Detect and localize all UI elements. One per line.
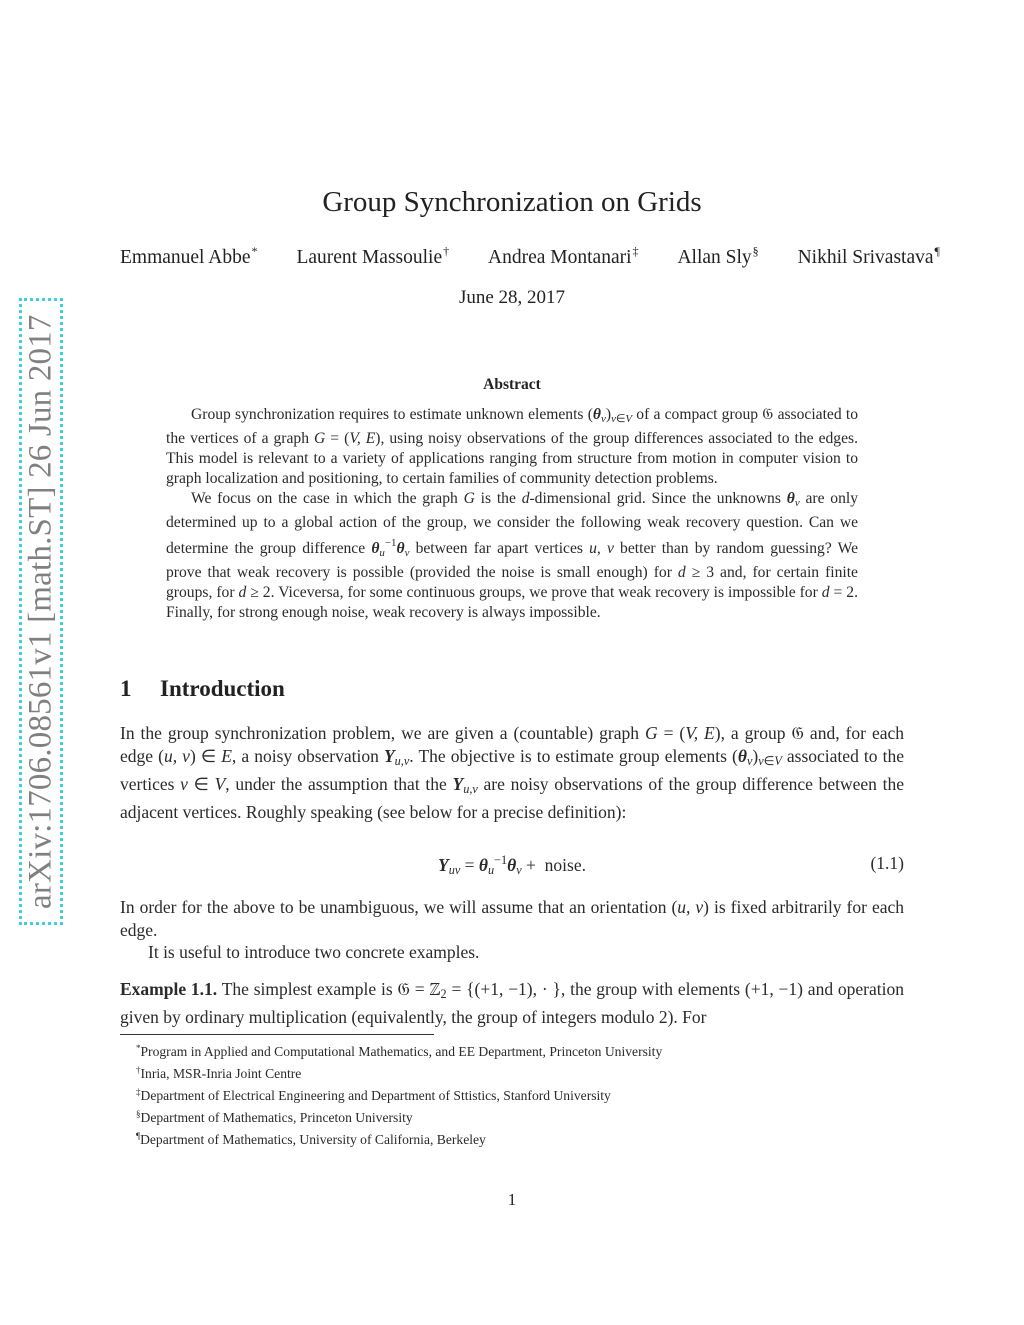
paper-date: June 28, 2017 [458,287,566,308]
abstract-paragraph: Group synchronization requires to estimate unknown elements $(\theta_v)_{v\in V}$ of a compact group 𝔊 associated to the vertices of a graph G = (V, E), using noisy observations of the group differences associated to the edges. This model is relevant to a variety of applications ranging from structure from motion in computer vision to graph localization and positioning, to certain families of community detection problems. [166,406,858,487]
equation-number: (1.1) [870,853,904,873]
author: Nikhil Srivastava¶ [797,244,940,268]
footnote: *Program in Applied and Computational Mathematics, and EE Department, Princeton University [136,1043,663,1059]
footnote-rule [120,1034,434,1035]
arxiv-stamp: arXiv:1706.08561v1 [math.ST] 26 Jun 2017 [22,314,59,910]
equation-1-1 [120,853,904,879]
author: Allan Sly§ [677,244,759,268]
footnote: †Inria, MSR-Inria Joint Centre [136,1065,302,1081]
example-paragraph: Example 1.1. The simplest example is 𝔊 = ℤ$_2$ = {(+1, −1), · }, the group with elements (+1, −1) and operation given by ordinary multiplication (equivalently, the group of integers modulo 2). For [120,979,904,1027]
footnote: ¶Department of Mathematics, University of California, Berkeley [136,1131,486,1147]
example-label: Example 1.1. [120,979,218,999]
body-paragraph: It is useful to introduce two concrete examples. [148,942,480,962]
author: Emmanuel Abbe* [120,244,258,268]
author: Laurent Massoulie† [296,244,450,268]
body-paragraph: In order for the above to be unambiguous, we will assume that an orientation (u, v) is fixed arbitrarily for each edge. [120,897,904,940]
equation-body: $Y_{uv} = \theta_u^{-1}\theta_v$ + noise. [437,853,586,877]
author: Andrea Montanari‡ [488,244,639,268]
abstract-paragraph: We focus on the case in which the graph G is the d-dimensional grid. Since the unknowns $\theta_v$ are only determined up to a global action of the group, we consider the following weak recovery question. Can we determine the group difference $\theta_u^{-1}\theta_v$ between far apart vertices u, v better than by random guessing? We prove that weak recovery is possible (provided the noise is small enough) for d ≥ 3 and, for certain finite groups, for d ≥ 2. Viceversa, for some continuous groups, we prove that weak recovery is impossible for d = 2. Finally, for strong enough noise, weak recovery is always impossible. [166,490,859,621]
footnotes [136,1039,916,1149]
footnote: ‡Department of Electrical Engineering and Department of Sttistics, Stanford University [136,1087,611,1103]
abstract-body [166,405,858,623]
author-list [120,244,940,269]
abstract-heading: Abstract [483,376,541,393]
page-number: 1 [507,1190,517,1209]
section-heading: 1 Introduction [120,676,285,701]
paper-title: Group Synchronization on Grids [322,186,702,218]
intro-paragraph: In the group synchronization problem, we are given a (countable) graph G = (V, E), a group 𝔊 and, for each edge (u, v) ∈ E, a noisy observation $Y_{u,v}$. The objective is to estimate group elements $(\theta_v)_{v\in V}$ associated to the vertices v ∈ V, under the assumption that the $Y_{u,v}$ are noisy observations of the group difference between the adjacent vertices. Roughly speaking (see below for a precise definition): [120,723,904,822]
footnote: §Department of Mathematics, Princeton University [136,1109,413,1125]
